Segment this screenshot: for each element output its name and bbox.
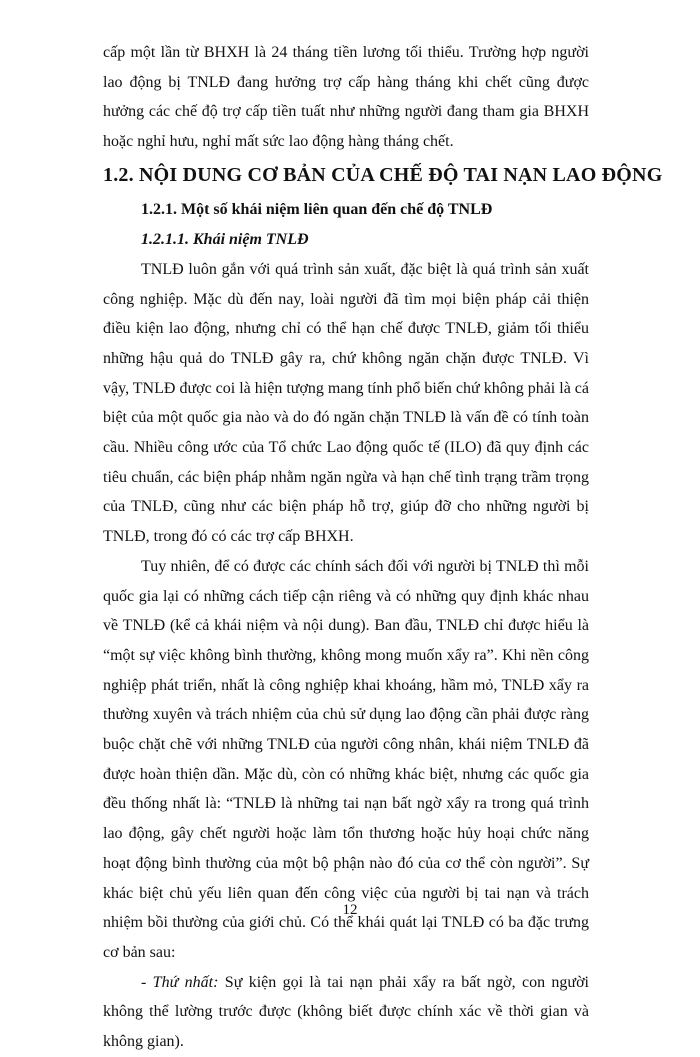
paragraph-tnld-definition: TNLĐ luôn gắn với quá trình sản xuất, đặc biệt là quá trình sản xuất công nghiệp. Mặc dù đến nay, loài người đã tìm mọi biện pháp cải thiện điều kiện lao động, nhưng chỉ có thể hạn chế được TNLĐ, giảm tối thiểu những hậu quả do TNLĐ gây ra, chứ không ngăn chặn được TNLĐ. Vì vậy, TNLĐ được coi là hiện tượng mang tính phổ biến chứ không phải là cá biệt của một quốc gia nào và do đó ngăn chặn TNLĐ là vấn đề có tính toàn cầu. Nhiều công ước của Tổ chức Lao động quốc tế (ILO) đã quy định các tiêu chuẩn, các biện pháp nhằm ngăn ngừa và hạn chế tình trạng trầm trọng của TNLĐ, cũng như các biện pháp hỗ trợ, giúp đỡ cho những người bị TNLĐ, trong đó có các trợ cấp BHXH. [103, 260, 589, 546]
paragraph-approaches: Tuy nhiên, để có được các chính sách đối với người bị TNLĐ thì mỗi quốc gia lại có những cách tiếp cận riêng và có những quy định khác nhau về TNLĐ (kể cả khái niệm và nội dung). Ban đầu, TNLĐ chỉ được hiểu là “một sự việc không bình thường, không mong muốn xẩy ra”. Khi nền công nghiệp phát triển, nhất là công nghiệp khai khoáng, hầm mỏ, TNLĐ xẩy ra thường xuyên và trách nhiệm của chủ sử dụng lao động cần phải được ràng buộc chặt chẽ với những TNLĐ của người công nhân, khái niệm TNLĐ đã được hoàn thiện dần. Mặc dù, còn có những khác biệt, nhưng các quốc gia đều thống nhất là: “TNLĐ là những tai nạn bất ngờ xẩy ra trong quá trình lao động, gây chết người hoặc làm tổn thương hoặc hủy hoại chức năng hoạt động bình thường của một bộ phận nào đó của cơ thể còn người”. Sự khác biệt chủ yếu liên quan đến công việc của người bị tai nạn và trách nhiệm bồi thường của giới chủ. Có thể khái quát lại TNLĐ có ba đặc trưng cơ bản sau: [103, 557, 589, 961]
paragraph-continuation: cấp một lần từ BHXH là 24 tháng tiền lương tối thiểu. Trường hợp người lao động bị TNLĐ đang hưởng trợ cấp hàng tháng khi chết cũng được hưởng các chế độ trợ cấp tiền tuất như những người đang tham gia BHXH hoặc nghỉ hưu, nghỉ mất sức lao động hàng tháng chết. [103, 44, 589, 151]
page-number: 12 [342, 902, 358, 918]
paragraph-first-characteristic [103, 968, 589, 1057]
section-heading: 1.2. NỘI DUNG CƠ BẢN CỦA CHẾ ĐỘ TAI NẠN LAO ĐỘNG [103, 163, 663, 186]
subsubsection-heading: 1.2.1.1. Khái niệm TNLĐ [141, 230, 309, 248]
first-characteristic-text: Sự kiện gọi là tai nạn phải xẩy ra bất ngờ, con người không thể lường trước được (không biết được chính xác về thời gian và không gian). [103, 973, 589, 1051]
first-characteristic-label: - Thứ nhất: [141, 973, 219, 991]
subsection-heading: 1.2.1. Một số khái niệm liên quan đến chế độ TNLĐ [141, 200, 493, 218]
